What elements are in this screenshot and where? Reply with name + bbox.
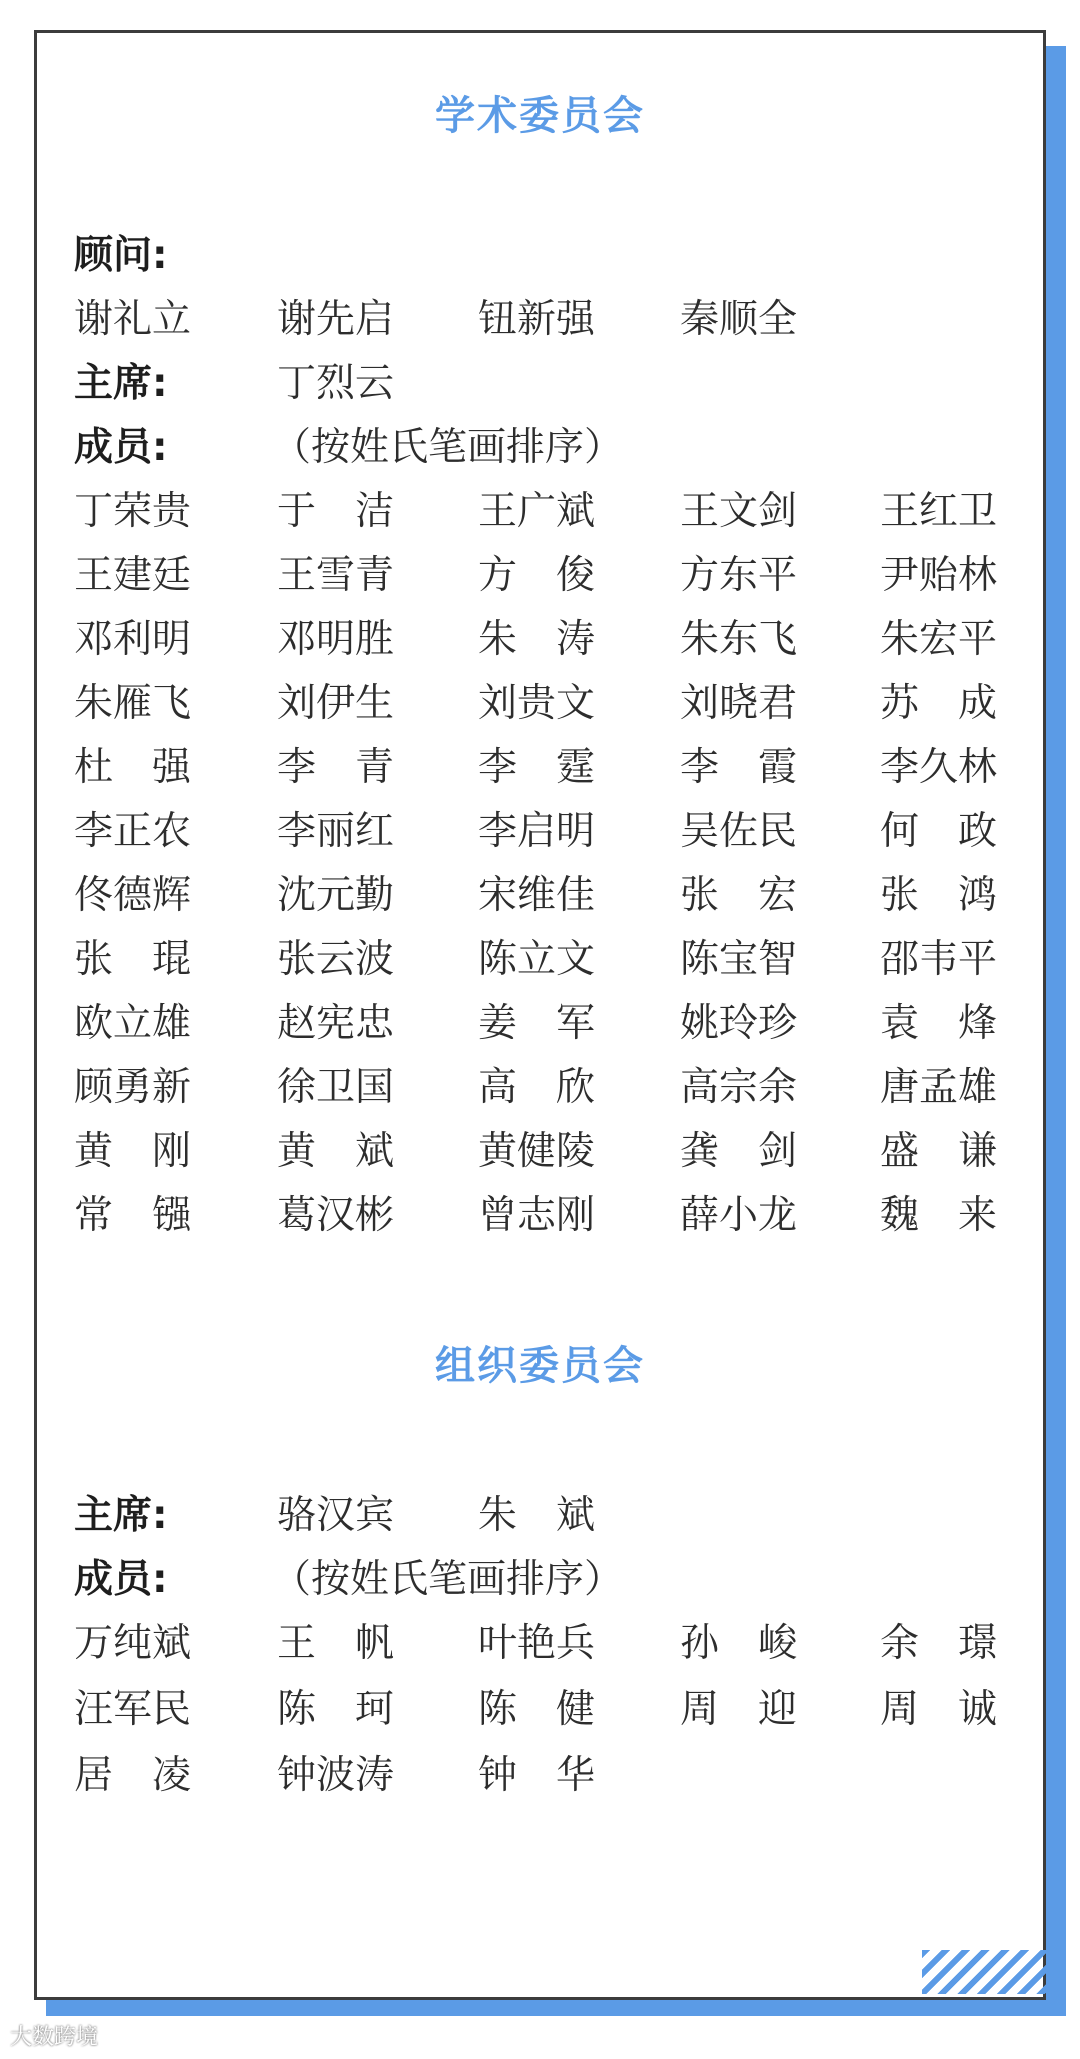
member-name: 姚玲珍 <box>680 1001 798 1046</box>
member-name: 丁荣贵 <box>74 489 192 534</box>
member-name: 张 宏 <box>680 873 798 918</box>
member-name: 张 鸿 <box>880 873 998 918</box>
member-name: 刘晓君 <box>680 681 798 726</box>
member-name: 薛小龙 <box>680 1193 798 1238</box>
member-name: 朱东飞 <box>680 617 798 662</box>
chair-name: 骆汉宾 <box>277 1493 395 1538</box>
member-name: 朱宏平 <box>880 617 998 662</box>
chair-name: 朱 斌 <box>478 1493 596 1538</box>
member-name: 叶艳兵 <box>478 1621 596 1666</box>
member-name: 唐孟雄 <box>880 1065 998 1110</box>
member-name: 宋维佳 <box>478 873 596 918</box>
member-name: 袁 烽 <box>880 1001 998 1046</box>
member-name: 常 镪 <box>74 1193 192 1238</box>
member-name: 邵韦平 <box>880 937 998 982</box>
member-name: 黄健陵 <box>478 1129 596 1174</box>
member-name: 钟波涛 <box>277 1753 395 1798</box>
member-name: 王 帆 <box>277 1621 395 1666</box>
member-name: 于 洁 <box>277 489 395 534</box>
organizing-committee-title: 组织委员会 <box>435 1343 645 1389</box>
member-name: 陈立文 <box>478 937 596 982</box>
member-name: 李启明 <box>478 809 596 854</box>
member-name: 陈 健 <box>478 1687 596 1732</box>
member-name: 王广斌 <box>478 489 596 534</box>
chair-name: 丁烈云 <box>277 361 395 406</box>
member-name: 李久林 <box>880 745 998 790</box>
member-name: 欧立雄 <box>74 1001 192 1046</box>
member-name: 余 璟 <box>880 1621 998 1666</box>
advisors-label: 顾问: <box>74 233 168 278</box>
member-name: 龚 剑 <box>680 1129 798 1174</box>
member-name: 孙 峻 <box>680 1621 798 1666</box>
member-name: 苏 成 <box>880 681 998 726</box>
member-name: 刘伊生 <box>277 681 395 726</box>
member-name: 李丽红 <box>277 809 395 854</box>
member-name: 赵宪忠 <box>277 1001 395 1046</box>
member-name: 邓利明 <box>74 617 192 662</box>
member-name: 李 青 <box>277 745 395 790</box>
member-name: 葛汉彬 <box>277 1193 395 1238</box>
member-name: 刘贵文 <box>478 681 596 726</box>
member-name: 尹贻林 <box>880 553 998 598</box>
member-name: 杜 强 <box>74 745 192 790</box>
academic-committee-title: 学术委员会 <box>435 93 645 139</box>
member-name: 钟 华 <box>478 1753 596 1798</box>
member-name: 黄 斌 <box>277 1129 395 1174</box>
member-name: 李 霆 <box>478 745 596 790</box>
member-name: 居 凌 <box>74 1753 192 1798</box>
advisor-name: 秦顺全 <box>680 297 798 342</box>
member-name: 王文剑 <box>680 489 798 534</box>
members-sort-note: （按姓氏笔画排序） <box>272 1557 624 1602</box>
watermark-text: 大数跨境 <box>10 2025 99 2050</box>
member-name: 周 诚 <box>880 1687 998 1732</box>
member-name: 汪军民 <box>74 1687 192 1732</box>
member-name: 方东平 <box>680 553 798 598</box>
members-label: 成员: <box>74 425 168 470</box>
decorative-stripes <box>922 1950 1046 1994</box>
member-name: 顾勇新 <box>74 1065 192 1110</box>
member-name: 高宗余 <box>680 1065 798 1110</box>
member-name: 张 琨 <box>74 937 192 982</box>
member-name: 万纯斌 <box>74 1621 192 1666</box>
advisor-name: 谢先启 <box>277 297 395 342</box>
member-name: 吴佐民 <box>680 809 798 854</box>
member-name: 魏 来 <box>880 1193 998 1238</box>
member-name: 张云波 <box>277 937 395 982</box>
chair-label: 主席: <box>74 361 168 406</box>
members-label: 成员: <box>74 1557 168 1602</box>
member-name: 方 俊 <box>478 553 596 598</box>
member-name: 朱雁飞 <box>74 681 192 726</box>
member-name: 姜 军 <box>478 1001 596 1046</box>
advisor-name: 钮新强 <box>478 297 596 342</box>
chair-label: 主席: <box>74 1493 168 1538</box>
member-name: 曾志刚 <box>478 1193 596 1238</box>
advisor-name: 谢礼立 <box>74 297 192 342</box>
member-name: 陈 珂 <box>277 1687 395 1732</box>
member-name: 高 欣 <box>478 1065 596 1110</box>
member-name: 陈宝智 <box>680 937 798 982</box>
member-name: 盛 谦 <box>880 1129 998 1174</box>
member-name: 李 霞 <box>680 745 798 790</box>
member-name: 沈元勤 <box>277 873 395 918</box>
member-name: 佟德辉 <box>74 873 192 918</box>
member-name: 周 迎 <box>680 1687 798 1732</box>
member-name: 黄 刚 <box>74 1129 192 1174</box>
member-name: 朱 涛 <box>478 617 596 662</box>
member-name: 何 政 <box>880 809 998 854</box>
member-name: 徐卫国 <box>277 1065 395 1110</box>
members-sort-note: （按姓氏笔画排序） <box>272 425 624 470</box>
member-name: 李正农 <box>74 809 192 854</box>
member-name: 王红卫 <box>880 489 998 534</box>
member-name: 王雪青 <box>277 553 395 598</box>
member-name: 王建廷 <box>74 553 192 598</box>
member-name: 邓明胜 <box>277 617 395 662</box>
